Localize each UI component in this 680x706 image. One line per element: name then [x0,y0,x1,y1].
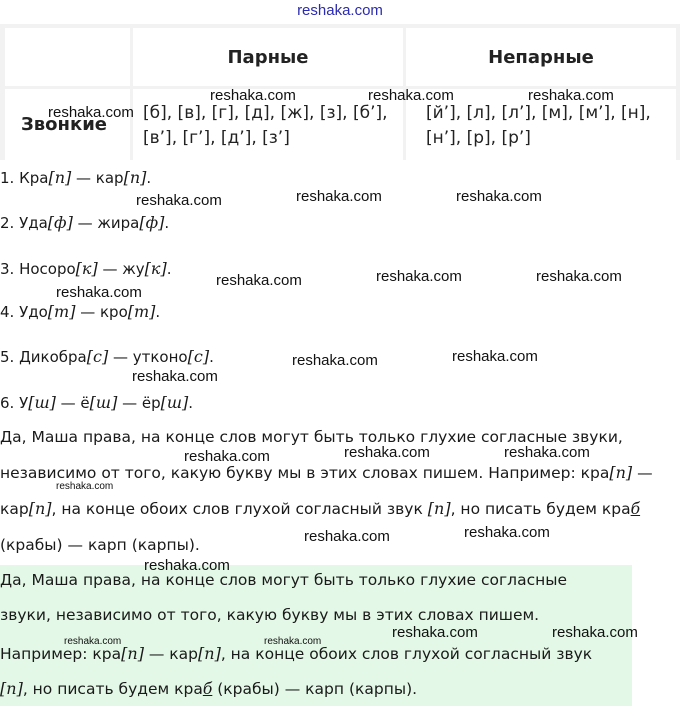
watermark: reshaka.com [392,624,478,641]
site-header-link[interactable]: reshaka.com [297,2,383,19]
watermark: reshaka.com [216,272,302,289]
example-2: 2. Уда[ф] — жира[ф]. [0,213,170,232]
table-corner-cell [5,28,130,86]
header-paired: Парные [133,28,403,86]
unpaired-line-1: [й’], [л], [л’], [м], [м’], [н], [426,103,651,123]
watermark: reshaka.com [304,528,390,545]
example-6: 6. У[ш] — ё[ш] — ёр[ш]. [0,393,194,412]
row-label-voiced: Звонкие [5,89,130,160]
watermark: reshaka.com [552,624,638,641]
watermark: reshaka.com [528,87,614,104]
unpaired-line-2: [н’], [р], [р’] [426,128,531,148]
watermark: reshaka.com [210,87,296,104]
p2-line-3: Например: кра[п] — кар[п], на конце обоих слов глухой согласный звук [0,644,593,663]
watermark: reshaka.com [296,188,382,205]
watermark: reshaka.com [184,448,270,465]
watermark: reshaka.com [464,524,550,541]
example-3: 3. Носоро[к] — жу[к]. [0,259,172,278]
p2-line-1: Да, Маша права, на конце слов могут быть только глухие согласные [0,571,568,589]
watermark: reshaka.com [292,352,378,369]
watermark: reshaka.com [144,557,230,574]
paired-line-1: [б], [в], [г], [д], [ж], [з], [б’], [143,103,388,123]
watermark: reshaka.com [132,368,218,385]
watermark: reshaka.com [368,87,454,104]
watermark: reshaka.com [56,284,142,301]
watermark: reshaka.com [64,636,122,647]
watermark: reshaka.com [456,188,542,205]
example-5: 5. Дикобра[с] — утконо[с]. [0,347,214,366]
paired-line-2: [в’], [г’], [д’], [з’] [143,128,290,148]
p1-line-4: (крабы) — карп (карпы). [0,536,200,554]
watermark: reshaka.com [376,268,462,285]
watermark: reshaka.com [452,348,538,365]
watermark: reshaka.com [264,636,322,647]
watermark: reshaka.com [344,444,430,461]
watermark: reshaka.com [504,444,590,461]
watermark: reshaka.com [48,104,134,121]
p1-line-1: Да, Маша права, на конце слов могут быть только глухие согласные звуки, [0,428,623,446]
header-unpaired: Непарные [406,28,676,86]
watermark: reshaka.com [56,481,114,492]
p2-line-2: звуки, независимо от того, какую букву мы в этих словах пишем. [0,606,540,624]
p1-line-2: независимо от того, какую букву мы в этих словах пишем. Например: кра[п] — [0,463,653,482]
watermark: reshaka.com [536,268,622,285]
example-4: 4. Удо[т] — кро[т]. [0,302,161,321]
watermark: reshaka.com [136,192,222,209]
p2-line-4: [п], но писать будем краб (крабы) — карп (карпы). [0,679,418,698]
example-1: 1. Кра[п] — кар[п]. [0,168,152,187]
p1-line-3: кар[п], на конце обоих слов глухой согласный звук [п], но писать будем краб [0,499,641,518]
